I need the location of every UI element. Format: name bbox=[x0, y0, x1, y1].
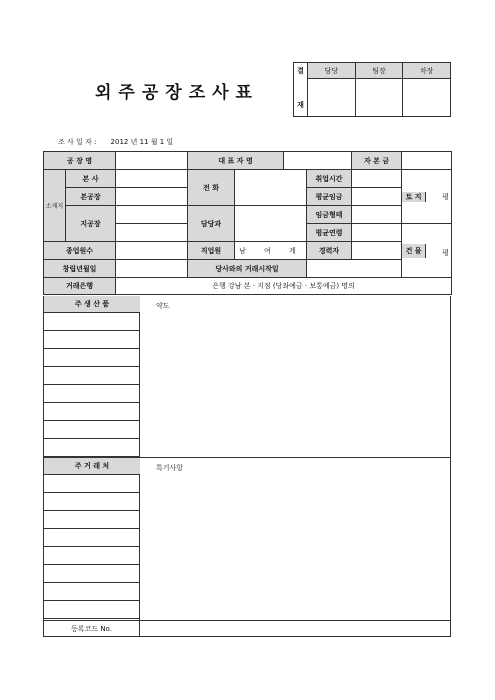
products-label: 주 생 산 품 bbox=[44, 296, 140, 313]
staff-breakdown[interactable] bbox=[235, 242, 307, 260]
wage-type-label: 임금형태 bbox=[307, 206, 352, 224]
approval-sign-team-lead[interactable] bbox=[355, 79, 403, 117]
head-office-field[interactable] bbox=[116, 170, 188, 188]
clients-list[interactable] bbox=[44, 475, 140, 620]
remarks-label: 특기사항 bbox=[156, 464, 184, 472]
staff-male-label: 남 bbox=[239, 246, 246, 255]
page-title: 외주공장조사표 bbox=[95, 83, 259, 103]
reg-code-field[interactable] bbox=[141, 621, 451, 637]
representative-field[interactable] bbox=[284, 152, 352, 170]
factory-form bbox=[43, 151, 452, 295]
land-area-unit: 평 bbox=[442, 192, 450, 201]
capital-label: 자 본 금 bbox=[352, 152, 402, 170]
approval-col-staff: 담당 bbox=[308, 63, 356, 79]
person-in-charge-field[interactable] bbox=[235, 206, 307, 242]
approval-col-manager: 차장 bbox=[403, 63, 451, 79]
factory-name-label: 공 장 명 bbox=[44, 152, 116, 170]
founded-field[interactable] bbox=[116, 260, 188, 278]
land-cell bbox=[402, 170, 452, 224]
avg-wage-field[interactable] bbox=[352, 188, 402, 206]
survey-date-label: 조 사 일 자 : bbox=[58, 138, 97, 146]
building-cell bbox=[402, 224, 452, 278]
main-factory-label: 본공장 bbox=[66, 188, 116, 206]
approval-side-bottom: 재 bbox=[297, 101, 304, 109]
approval-sign-staff[interactable] bbox=[308, 79, 356, 117]
land-label: 토 지 bbox=[402, 192, 426, 202]
staff-female-label: 여 bbox=[264, 246, 271, 255]
approval-side-label bbox=[294, 63, 308, 117]
capital-field[interactable] bbox=[402, 152, 452, 170]
survey-date-value: 2012 년 11 월 1 일 bbox=[110, 138, 174, 146]
survey-date-line bbox=[58, 137, 173, 147]
employees-label: 종업원수 bbox=[44, 242, 116, 260]
phone-label: 전 화 bbox=[188, 170, 235, 206]
trade-start-field[interactable] bbox=[307, 260, 402, 278]
head-office-label: 본 사 bbox=[66, 170, 116, 188]
experienced-field[interactable] bbox=[352, 242, 402, 260]
approval-sign-manager[interactable] bbox=[403, 79, 451, 117]
experienced-label: 경력자 bbox=[307, 242, 352, 260]
approval-col-team-lead: 팀장 bbox=[355, 63, 403, 79]
lower-section bbox=[43, 296, 451, 637]
building-area-unit: 평 bbox=[442, 248, 450, 257]
founded-label: 창립년월일 bbox=[44, 260, 116, 278]
map-note-label: 약도 bbox=[156, 302, 170, 310]
working-hours-label: 취업시간 bbox=[307, 170, 352, 188]
bank-field[interactable]: 은행 강남 본 · 지점 (당좌예금 · 보통예금) 명의 bbox=[116, 278, 452, 295]
main-factory-field[interactable] bbox=[116, 188, 188, 206]
branch-factory-field-1[interactable] bbox=[116, 206, 188, 224]
avg-wage-label: 평균임금 bbox=[307, 188, 352, 206]
wage-type-field[interactable] bbox=[352, 206, 402, 224]
reg-code-row bbox=[44, 620, 451, 637]
branch-factory-label: 지공장 bbox=[66, 206, 116, 242]
avg-age-label: 평균연령 bbox=[307, 224, 352, 242]
branch-factory-field-2[interactable] bbox=[116, 224, 188, 242]
working-hours-field[interactable] bbox=[352, 170, 402, 188]
staff-total-label: 계 bbox=[289, 246, 296, 255]
employees-field[interactable] bbox=[116, 242, 188, 260]
clients-label: 주 거 래 처 bbox=[44, 458, 140, 475]
approval-side-top: 결 bbox=[297, 67, 304, 75]
person-in-charge-label: 담당과 bbox=[188, 206, 235, 242]
staff-label: 직업원 bbox=[188, 242, 235, 260]
trade-start-label: 당사와의 거래시작일 bbox=[188, 260, 307, 278]
phone-field[interactable] bbox=[235, 170, 307, 206]
factory-name-field[interactable] bbox=[116, 152, 188, 170]
products-list[interactable] bbox=[44, 313, 140, 457]
location-label: 소재지 bbox=[44, 170, 66, 242]
bank-label: 거래은행 bbox=[44, 278, 116, 295]
reg-code-label: 등록코드 No. bbox=[44, 621, 140, 637]
avg-age-field[interactable] bbox=[352, 224, 402, 242]
approval-box bbox=[293, 62, 451, 117]
building-label: 건 물 bbox=[402, 244, 426, 258]
representative-label: 대 표 자 명 bbox=[188, 152, 284, 170]
